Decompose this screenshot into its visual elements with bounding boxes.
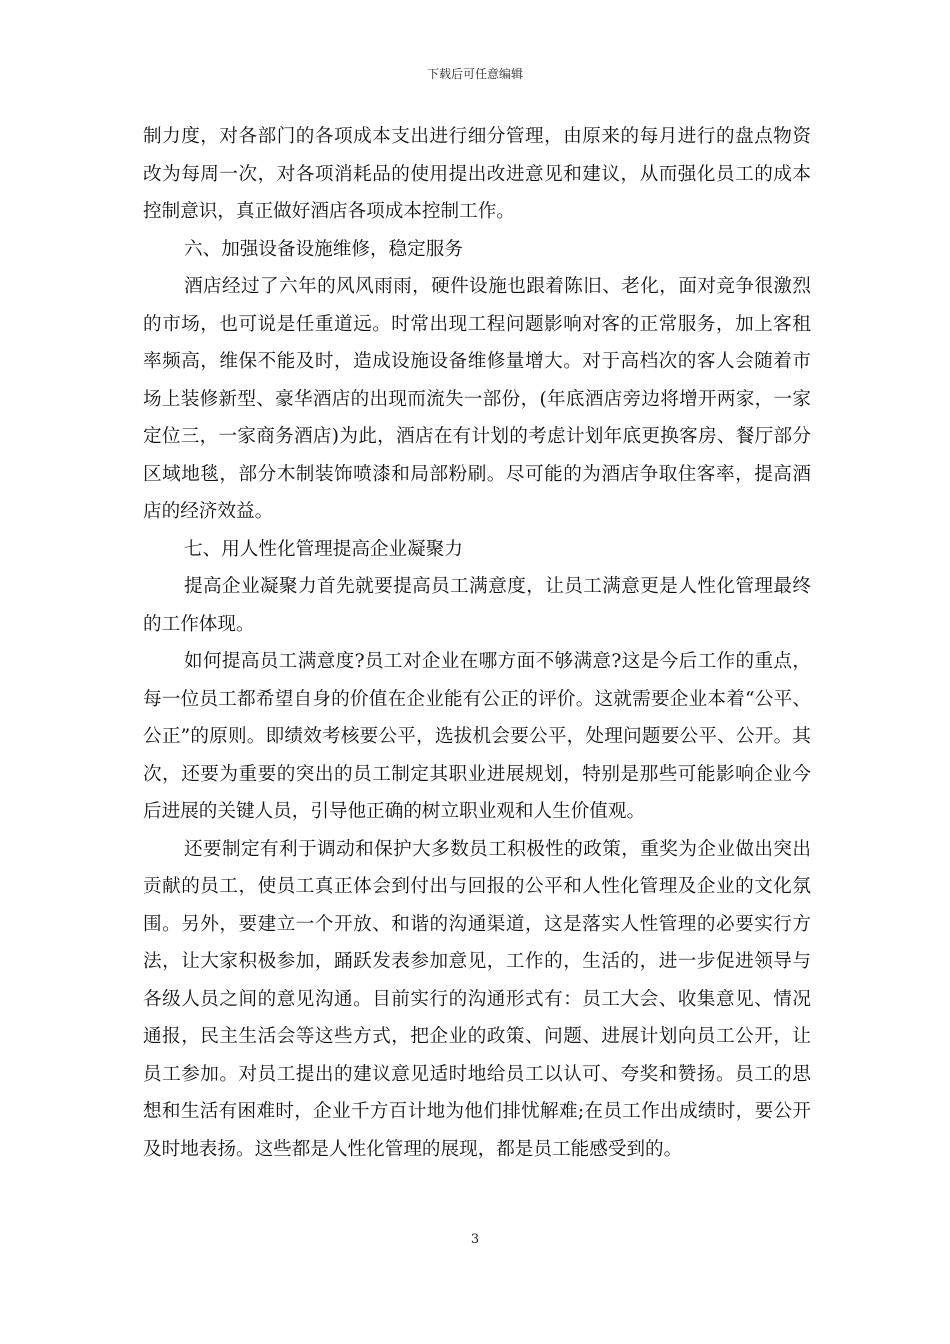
paragraph-fair-evaluation: 如何提高员工满意度?员工对企业在哪方面不够满意?这是今后工作的重点，每一位员工都希望自身的价值在企业能有公正的评价。这就需要企业本着“公平、公正”的原则。即绩效考核要公平，选拔机会要公平，处理问题要公平、公开。其次，还要为重要的突出的员工制定其职业进展规划，特别是那些可能影响企业今后进展的关键人员，引导他正确的树立职业观和人生价值观。	[143, 651, 811, 822]
paragraph-communication-policy: 还要制定有利于调动和保护大多数员工积极性的政策，重奖为企业做出突出贡献的员工，使员工真正体会到付出与回报的公平和人性化管理及企业的文化氛围。另外，要建立一个开放、和谐的沟通渠道，这是落实人性管理的必要实行方法，让大家积极参加，踊跃发表参加意见，工作的，生活的，进一步促进领导与各级人员之间的意见沟通。目前实行的沟通形式有：员工大会、收集意见、情况通报，民主生活会等这些方式，把企业的政策、问题、进展计划向员工公开，让员工参加。对员工提出的建议意见适时地给员工以认可、夸奖和赞扬。员工的思想和生活有困难时，企业千方百计地为他们排忧解难;在员工作出成绩时，要公开及时地表扬。这些都是人性化管理的展现，都是员工能感受到的。	[143, 838, 811, 1160]
page-header: 下载后可任意编辑	[426, 67, 523, 81]
page-number: 3	[470, 1232, 480, 1247]
section-heading-six: 六、加强设备设施维修，稳定服务	[184, 238, 463, 260]
paragraph-cost-control-continued: 制力度，对各部门的各项成本支出进行细分管理，由原来的每月进行的盘点物资改为每周一次，对各项消耗品的使用提出改进意见和建议，从而强化员工的成本控制意识，真正做好酒店各项成本控制工作。	[143, 126, 811, 222]
paragraph-equipment-maintenance: 酒店经过了六年的风风雨雨，硬件设施也跟着陈旧、老化，面对竞争很激烈的市场，也可说是任重道远。时常出现工程问题影响对客的正常服务，加上客租率频高，维保不能及时，造成设施设备维修量增大。对于高档次的客人会随着市场上装修新型、豪华酒店的出现而流失一部份，(年底酒店旁边将增开两家，一家定位三，一家商务酒店)为此，酒店在有计划的考虑计划年底更换客房、餐厅部分区域地毯，部分木制装饰喷漆和局部粉刷。尽可能的为酒店争取住客率，提高酒店的经济效益。	[143, 276, 811, 522]
paragraph-employee-satisfaction: 提高企业凝聚力首先就要提高员工满意度，让员工满意更是人性化管理最终的工作体现。	[143, 576, 811, 635]
section-heading-seven: 七、用人性化管理提高企业凝聚力	[184, 538, 463, 560]
document-body	[143, 118, 811, 1168]
